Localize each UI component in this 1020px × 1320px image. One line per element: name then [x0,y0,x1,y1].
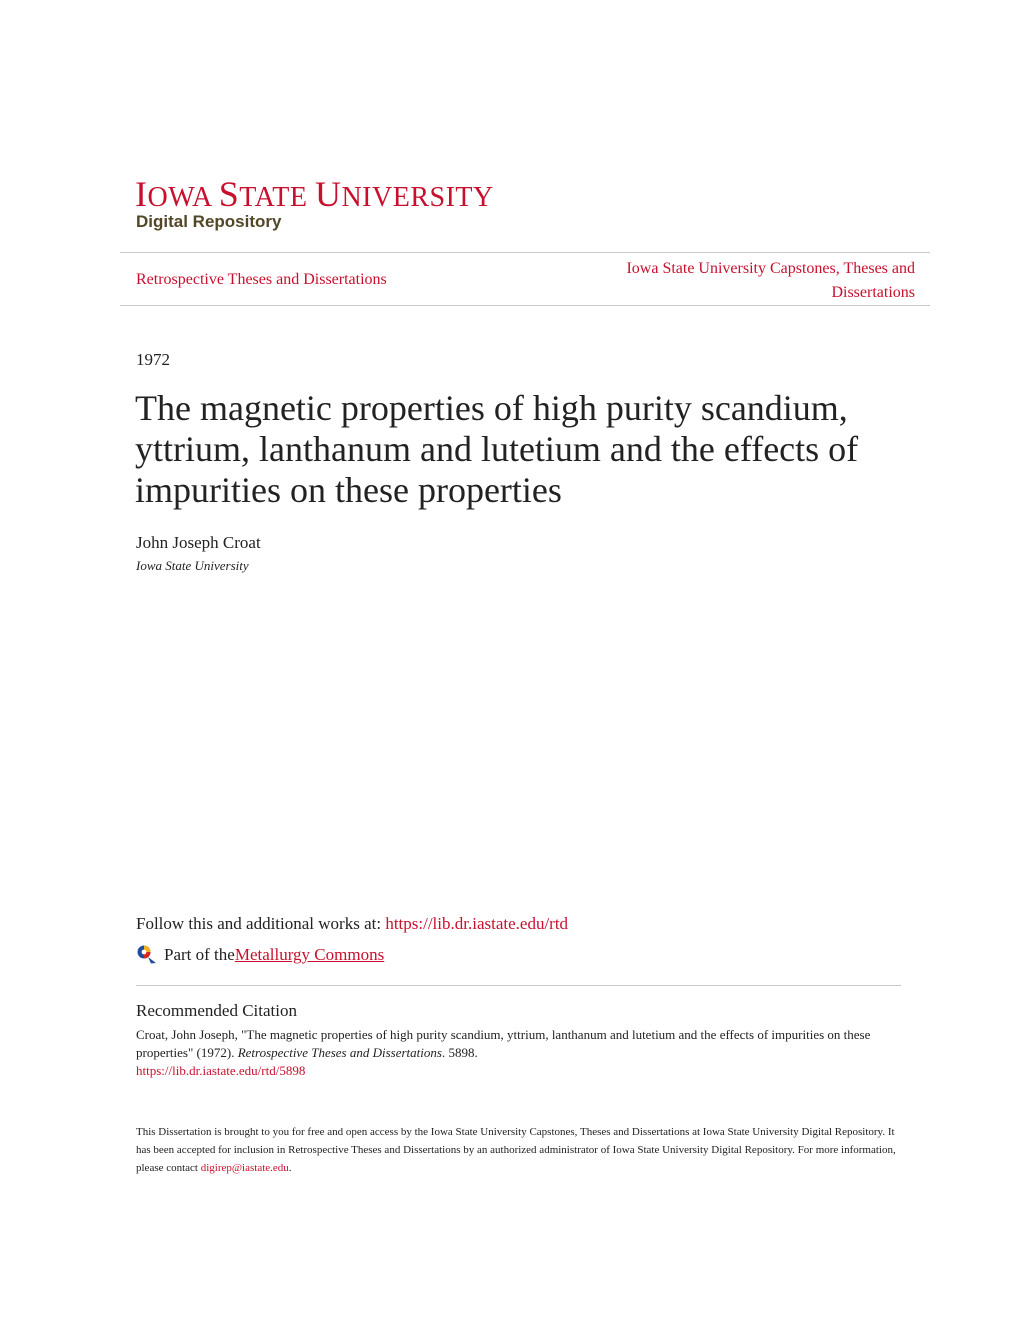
logo-text-owa: OWA [147,182,219,213]
repository-subtitle: Digital Repository [136,212,282,231]
citation-body [136,1026,896,1080]
part-of-label: Part of the [164,945,235,964]
contact-email-link[interactable]: digirep@iastate.edu [200,1162,289,1174]
access-statement [136,1123,896,1177]
collection-link[interactable]: Retrospective Theses and Dissertations [136,271,387,288]
logo-text-niversity: NIVERSITY [341,182,494,213]
network-icon [136,944,158,966]
citation-divider [136,985,901,986]
logo-letter-i: I [135,174,148,214]
access-statement-text: This Dissertation is brought to you for free and open access by the Iowa State University Capstones, Theses and Dissertations at Iowa State University Digital Repository. It has been accepted for inclusion in Retrospective Theses and Dissertations by an authorized administrator of Iowa State University Digital Repository. For more information, please contact [136,1126,896,1174]
follow-line [136,913,568,935]
author-affiliation: Iowa State University [136,558,249,573]
follow-label: Follow this and additional works at: [136,914,386,933]
citation-heading: Recommended Citation [136,1001,297,1020]
metallurgy-commons-link[interactable]: Metallurgy Commons [234,945,385,964]
collection-url-link[interactable]: https://lib.dr.iastate.edu/rtd [385,914,569,933]
part-of-line [136,943,384,967]
university-logo [135,176,494,216]
logo-letter-u: U [314,174,342,214]
document-title: The magnetic properties of high purity scandium, yttrium, lanthanum and lutetium and the effects of impurities on these properties [135,388,859,510]
logo-letter-s: S [218,174,240,214]
citation-text: Croat, John Joseph, "The magnetic properties of high purity scandium, yttrium, lanthanum and lutetium and the effects of impurities on these properties" (1972). [136,1027,871,1060]
parent-collection-link[interactable]: Iowa State University Capstones, Theses and Dissertations [626,260,915,301]
citation-number: . 5898. [441,1045,478,1060]
publication-year: 1972 [136,350,170,369]
author-name: John Joseph Croat [136,533,261,552]
citation-series: Retrospective Theses and Dissertations [237,1045,442,1060]
header-bottom-divider [120,305,930,306]
citation-url-link[interactable]: https://lib.dr.iastate.edu/rtd/5898 [136,1063,306,1078]
access-statement-end: . [288,1162,292,1174]
logo-text-tate: TATE [239,182,315,213]
header-top-divider [120,252,930,253]
